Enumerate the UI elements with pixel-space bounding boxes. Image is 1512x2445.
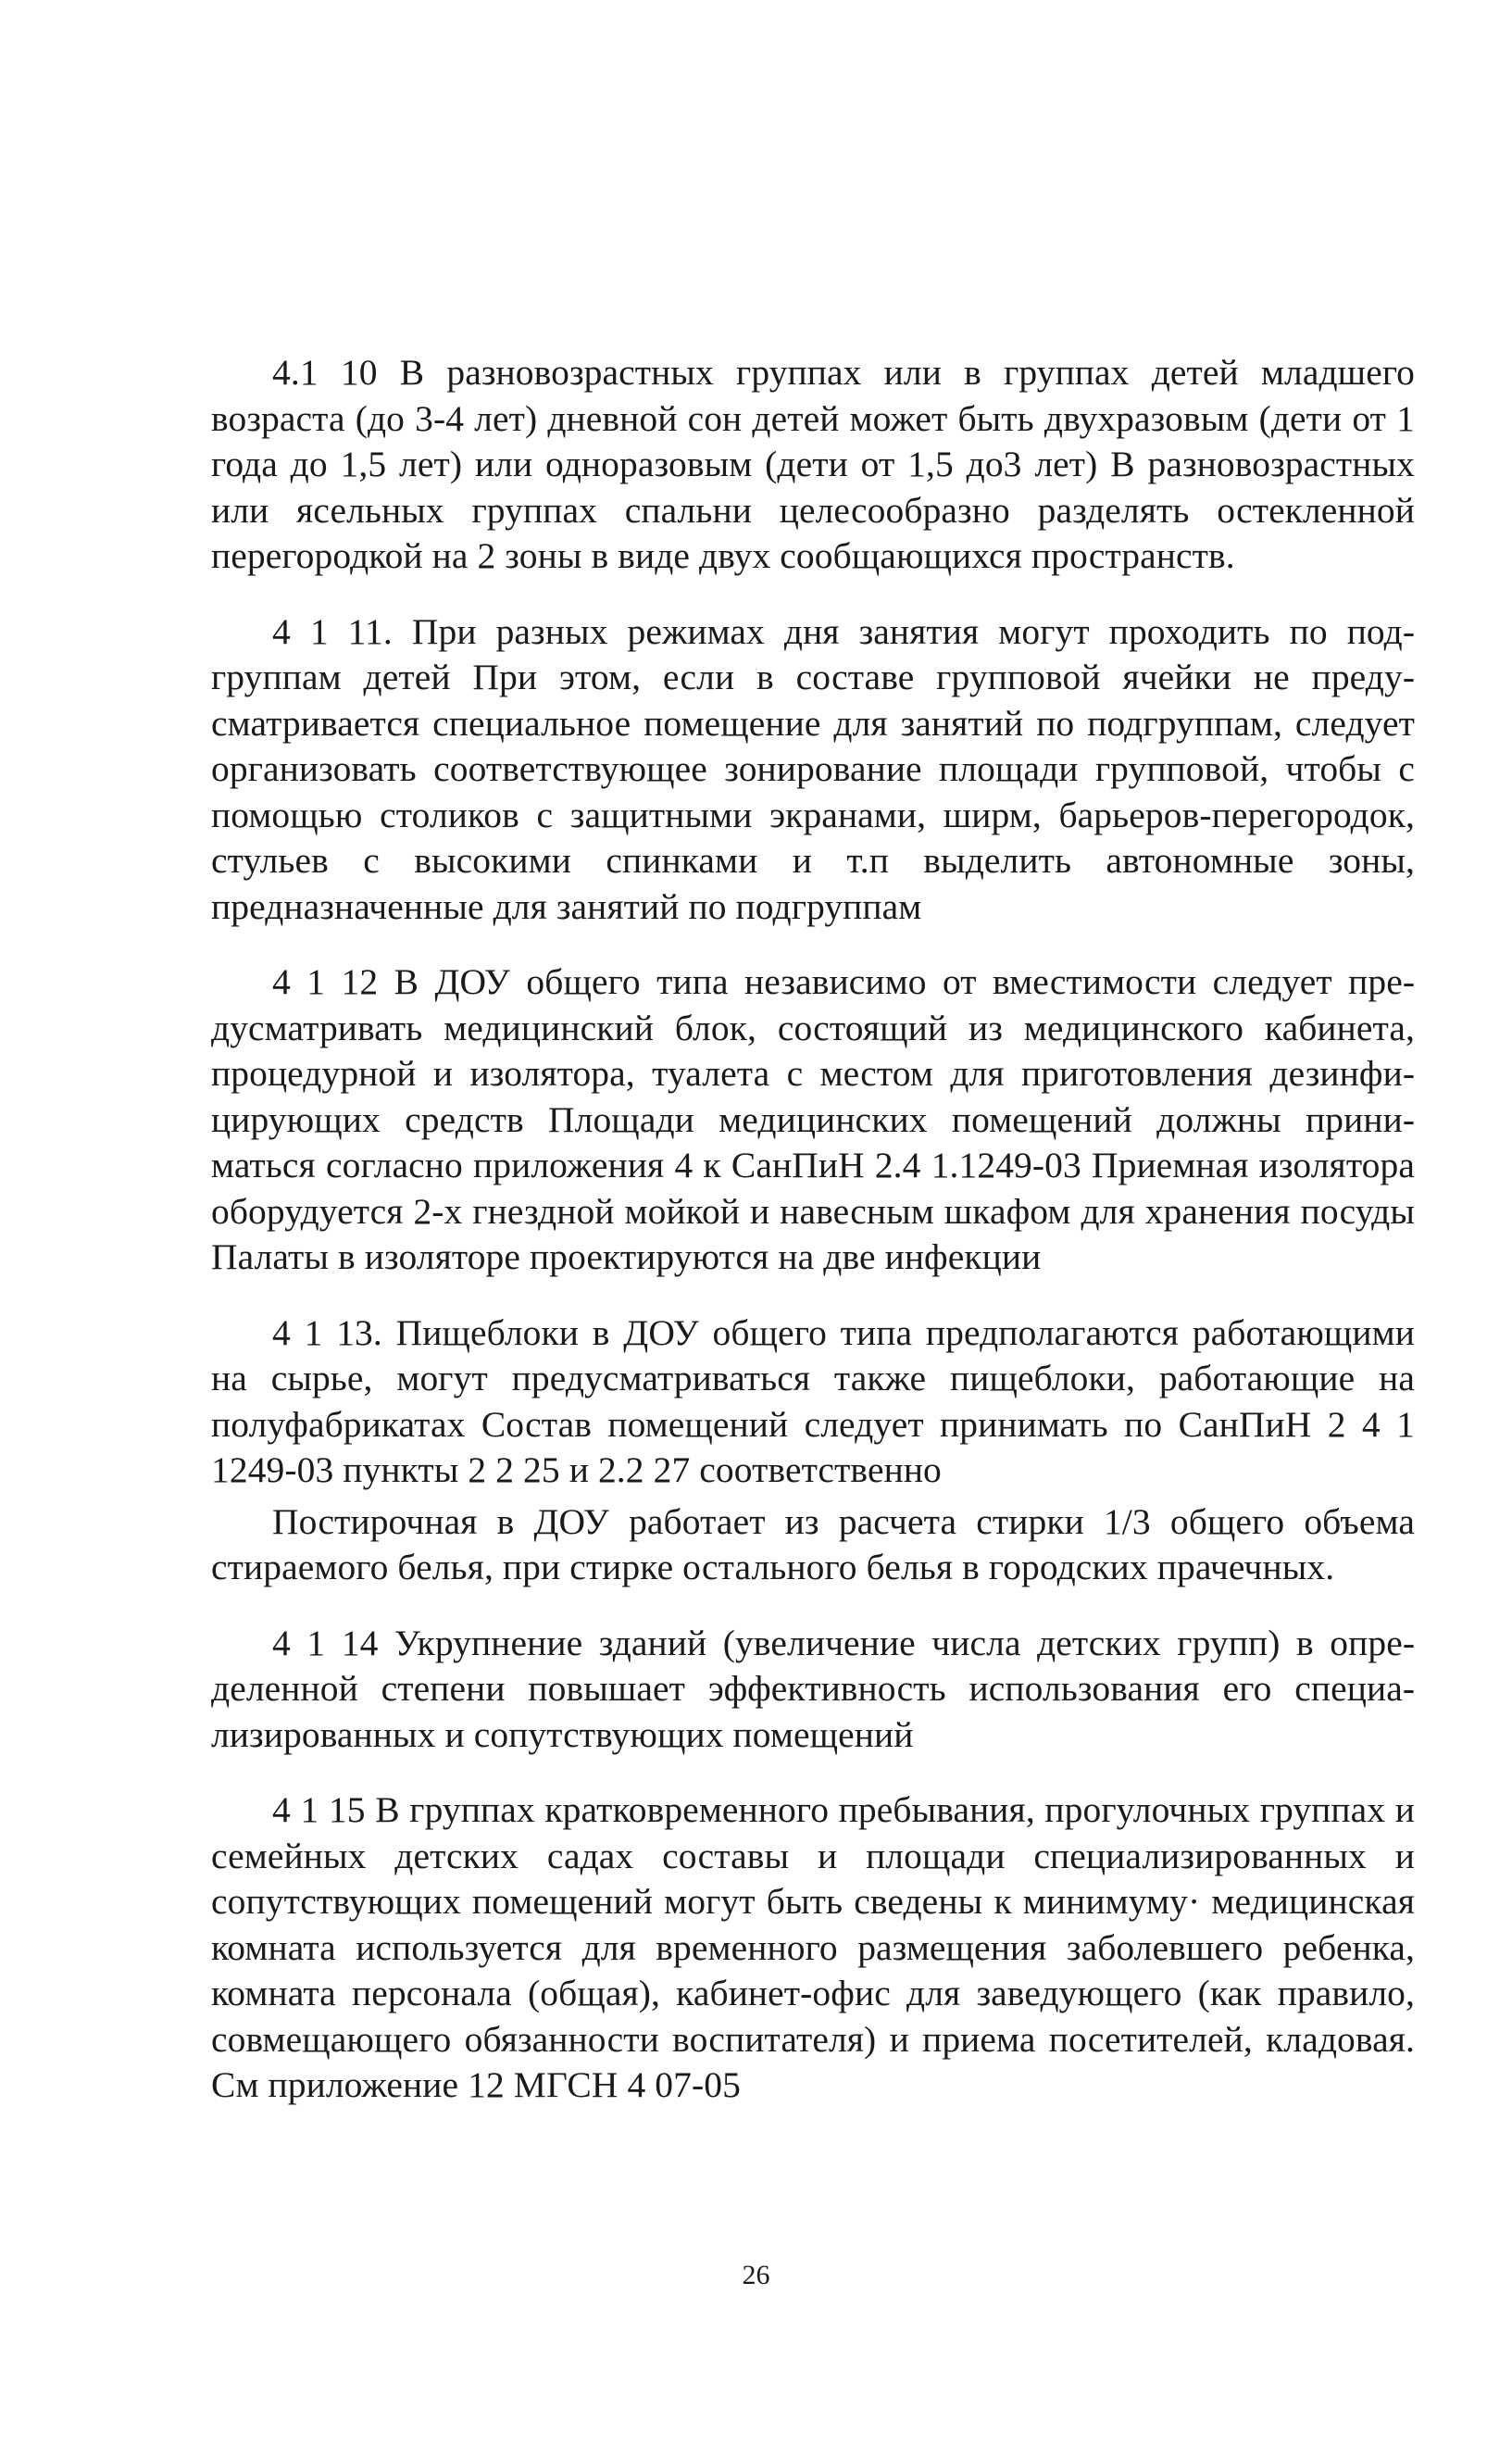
paragraph-4-1-13: 4 1 13. Пищеблоки в ДОУ общего типа предполагаются работающими на сырье, могут предусматриваться также пищеблоки, работающие на полуфабрикатах Состав помещений следует принимать по СанПиН 2 4 1 1249-03 пункты 2 2 25 и 2.2 27 соответственно — [211, 1311, 1415, 1490]
page-number: 26 — [742, 2260, 770, 2290]
paragraph-4-1-11: 4 1 11. При разных режимах дня занятия могут проходить по подгруппам детей При этом, если в составе групповой ячейки не предусматривается специальное помещение для занятий по подгруппам, следует организовать соответствующее зонирование площади групповой, чтобы с помощью столиков с защитными экранами, ширм, барьеров-перегородок, стульев с высокими спинками и т.п выделить автономные зоны, предназначенные для занятий по подгруппам — [211, 610, 1415, 927]
body-text — [211, 350, 1415, 2138]
paragraph-4-1-12: 4 1 12 В ДОУ общего типа независимо от вместимости следует предусматривать медицинский блок, состоящий из медицинского кабинета, процедурной и изолятора, туалета с местом для приготовления дезинфицирующих средств Площади медицинских помещений должны приниматься согласно приложения 4 к СанПиН 2.4 1.1249-03 Приемная изолятора оборудуется 2-х гнездной мойкой и навесным шкафом для хранения посуды Палаты в изоляторе проектируются на две инфекции — [211, 961, 1415, 1277]
paragraph-4-1-14: 4 1 14 Укрупнение зданий (увеличение числа детских групп) в определенной степени повышает эффективность использования его специализированных и сопутствующих помещений — [211, 1622, 1415, 1755]
paragraph-4-1-15: 4 1 15 В группах кратковременного пребывания, прогулочных группах и семейных детских садах составы и площади специализированных и сопутствующих помещений могут быть сведены к минимуму· медицинская комната используется для временного размещения заболевшего ребенка, комната персонала (общая), кабинет-офис для заведующего (как правило, совмещающего обязанности воспитателя) и приема посетителей, кладовая. См приложение 12 МГСН 4 07-05 — [211, 1789, 1415, 2105]
paragraph-4-1-10: 4.1 10 В разновозрастных группах или в группах детей младшего возраста (до 3-4 лет) дневной сон детей может быть двухразовым (дети от 1 года до 1,5 лет) или одноразовым (дети от 1,5 до3 лет) В разновозрастных или ясельных группах спальни целесообразно разделять остекленной перегородкой на 2 зоны в виде двух сообщающихся пространств. — [211, 352, 1415, 576]
paragraph-laundry: Постирочная в ДОУ работает из расчета стирки 1/3 общего объема стираемого белья, при стирке остального белья в городских прачечных. — [211, 1500, 1415, 1587]
